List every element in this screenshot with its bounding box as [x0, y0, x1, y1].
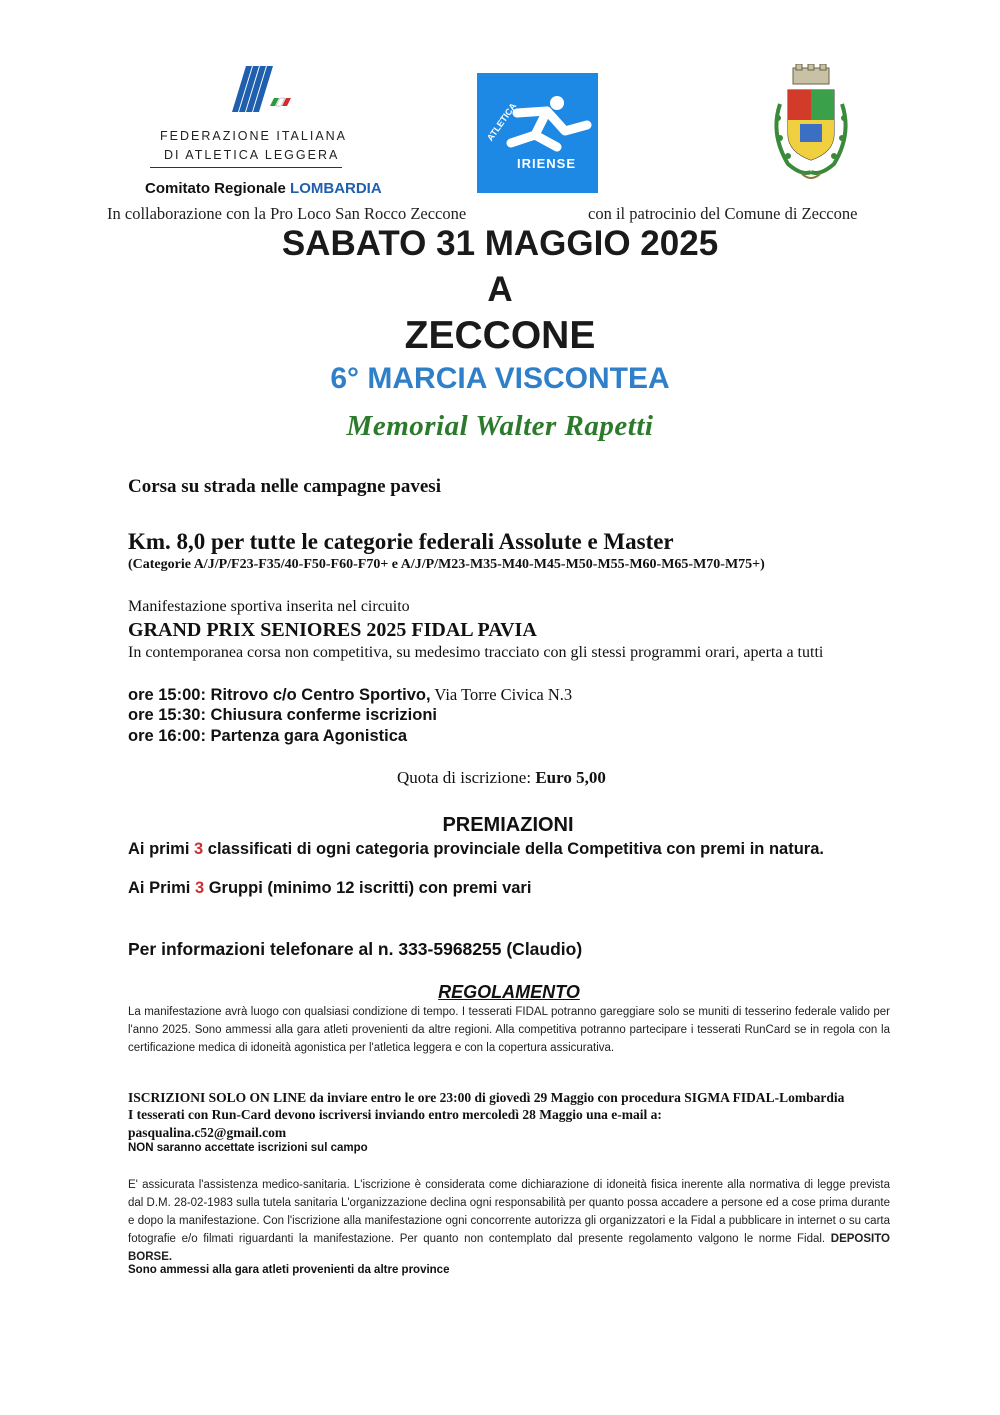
registration-fee [397, 768, 606, 788]
iriense-arc-text: ATLETICA [485, 101, 519, 143]
iriense-name: IRIENSE [517, 156, 577, 171]
rules-title: REGOLAMENTO [438, 982, 580, 1002]
categories-list: (Categorie A/J/P/F23-F35/40-F50-F60-F70+ e A/J/P/M23-M35-M40-M45-M50-M55-M60-M65-M70-M75+) [128, 557, 765, 572]
zeccone-coat-of-arms-icon [766, 64, 856, 188]
fidal-name-line2: DI ATLETICA LEGGERA [164, 148, 340, 162]
event-at: A [487, 270, 513, 309]
fee-label: Quota di iscrizione: [397, 768, 536, 787]
awards-line-1-post: classificati di ogni categoria provinciale della Competitiva con premi in natura. [203, 840, 824, 858]
awards-line-2 [128, 879, 531, 898]
awards-title: PREMIAZIONI [442, 814, 574, 836]
runcard-registration: I tesserati con Run-Card devono iscriversi inviando entro mercoledì 28 Maggio una e-mail a: [128, 1107, 662, 1122]
event-date: SABATO 31 MAGGIO 2025 [281, 224, 719, 263]
course-description: Corsa su strada nelle campagne pavesi [128, 476, 441, 497]
schedule-line-2: ore 15:30: Chiusura conferme iscrizioni [128, 706, 438, 724]
event-place: ZECCONE [404, 314, 596, 357]
comitato-region: LOMBARDIA [290, 180, 382, 197]
awards-line-1-number: 3 [194, 840, 204, 858]
patronage-text: con il patrocinio del Comune di Zeccone [588, 204, 858, 223]
collaboration-text: In collaborazione con la Pro Loco San Rocco Zeccone [107, 204, 467, 223]
registration-email: pasqualina.c52@gmail.com [128, 1125, 287, 1140]
distance-categories: Km. 8,0 per tutte le categorie federali Assolute e Master [128, 529, 674, 554]
comitato-regionale [145, 180, 382, 197]
schedule-line-3: ore 16:00: Partenza gara Agonistica [128, 727, 408, 745]
bag-deposit: DEPOSITO BORSE. [128, 1233, 890, 1263]
schedule-line-1 [128, 684, 572, 706]
memorial-title: Memorial Walter Rapetti [346, 410, 654, 442]
medical-disclaimer [128, 1176, 890, 1266]
awards-line-2-pre: Ai Primi [128, 879, 195, 897]
awards-line-2-number: 3 [194, 879, 205, 897]
schedule-address: Via Torre Civica N.3 [430, 685, 573, 704]
fidal-logo-icon [232, 64, 294, 114]
awards-line-1 [128, 840, 824, 859]
schedule-ritrovo: ore 15:00: Ritrovo c/o Centro Sportivo, [128, 686, 431, 704]
iriense-logo [477, 73, 598, 193]
disclaimer-text: E' assicurata l'assistenza medico-sanitaria. L'iscrizione è considerata come dichiarazione di idoneità fisica inerente alla normativa di legge prevista dal D.M. 28-02-1983 sulla tutela sanitaria L'organizzazione declina ogni responsabilità per quanto possa accadere a persone ed a cose prima durante e dopo la manifestazione. Con l'iscrizione alla manifestazione ogni concorrente autorizza gli organizzatori e la Fidal a pubblicare in internet o su carta fotografie e/o filmati riguardanti la manifestazione. Per quanto non contemplato dal presente regolamento valgono le norme Fidal. [128, 1179, 890, 1245]
rules-text: La manifestazione avrà luogo con qualsiasi condizione di tempo. I tesserati FIDAL potranno gareggiare solo se muniti di tesserino federale valido per l'anno 2025. Sono ammessi alla gara atleti provenienti da altre regioni. Alla competitiva potranno partecipare i tesserati RunCard se in regola con la certificazione medica di idoneità agonistica per l'atletica leggera e con la copertura assicurativa. [128, 1006, 890, 1054]
contact-info: Per informazioni telefonare al n. 333-5968255 (Claudio) [128, 939, 583, 959]
fidal-divider [150, 167, 342, 168]
event-name: 6° MARCIA VISCONTEA [330, 362, 670, 395]
comitato-prefix: Comitato Regionale [145, 180, 286, 197]
circuit-text: Manifestazione sportiva inserita nel circuito [128, 598, 410, 615]
fidal-name-line1: FEDERAZIONE ITALIANA [160, 129, 348, 143]
fee-value: Euro 5,00 [535, 768, 606, 787]
grand-prix-title: GRAND PRIX SENIORES 2025 FIDAL PAVIA [128, 619, 537, 641]
registration-online: ISCRIZIONI SOLO ON LINE da inviare entro le ore 23:00 di giovedì 29 Maggio con procedura SIGMA FIDAL-Lombardia [128, 1090, 845, 1105]
no-onsite-registration: NON saranno accettate iscrizioni sul campo [128, 1142, 368, 1154]
other-provinces: Sono ammessi alla gara atleti provenienti da altre province [128, 1264, 450, 1276]
non-competitive-text: In contemporanea corsa non competitiva, su medesimo tracciato con gli stessi programmi orari, aperta a tutti [128, 644, 824, 661]
awards-line-1-pre: Ai primi [128, 840, 195, 858]
awards-line-2-post: Gruppi (minimo 12 iscritti) con premi vari [204, 879, 532, 897]
